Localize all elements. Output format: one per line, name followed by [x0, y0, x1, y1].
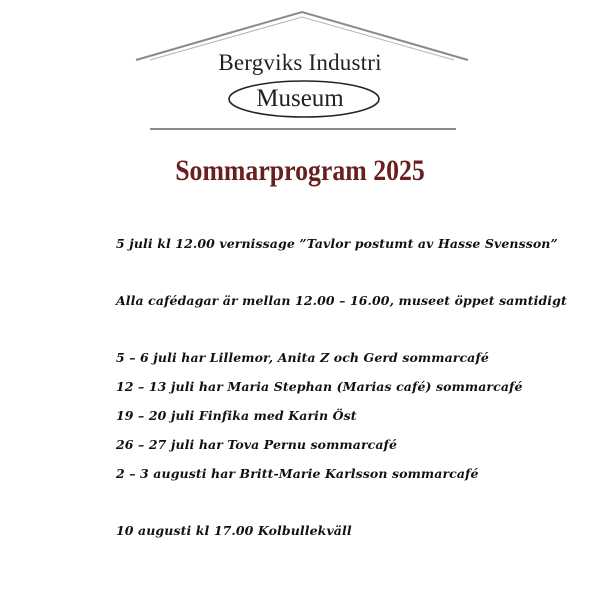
page-title: Sommarprogram 2025	[175, 154, 425, 187]
program-vernissage: 5 juli kl 12.00 vernissage ”Tavlor postumt av Hasse Svensson”	[116, 236, 558, 251]
logo-title: Bergviks Industri	[218, 50, 382, 75]
program-cafe-day: 12 – 13 juli har Maria Stephan (Marias café) sommarcafé	[116, 379, 523, 394]
program-cafe-day: 5 – 6 juli har Lillemor, Anita Z och Gerd sommarcafé	[116, 350, 489, 365]
program-cafe-day: 19 – 20 juli Finfika med Karin Öst	[116, 408, 357, 423]
program-closing-event: 10 augusti kl 17.00 Kolbullekväll	[116, 523, 352, 538]
program-cafe-day: 26 – 27 juli har Tova Pernu sommarcafé	[116, 437, 398, 452]
program-cafe-day: 2 – 3 augusti har Britt-Marie Karlsson sommarcafé	[116, 466, 479, 481]
program-cafe-info: Alla cafédagar är mellan 12.00 – 16.00, museet öppet samtidigt	[116, 293, 567, 308]
logo-subtitle: Museum	[256, 85, 344, 112]
